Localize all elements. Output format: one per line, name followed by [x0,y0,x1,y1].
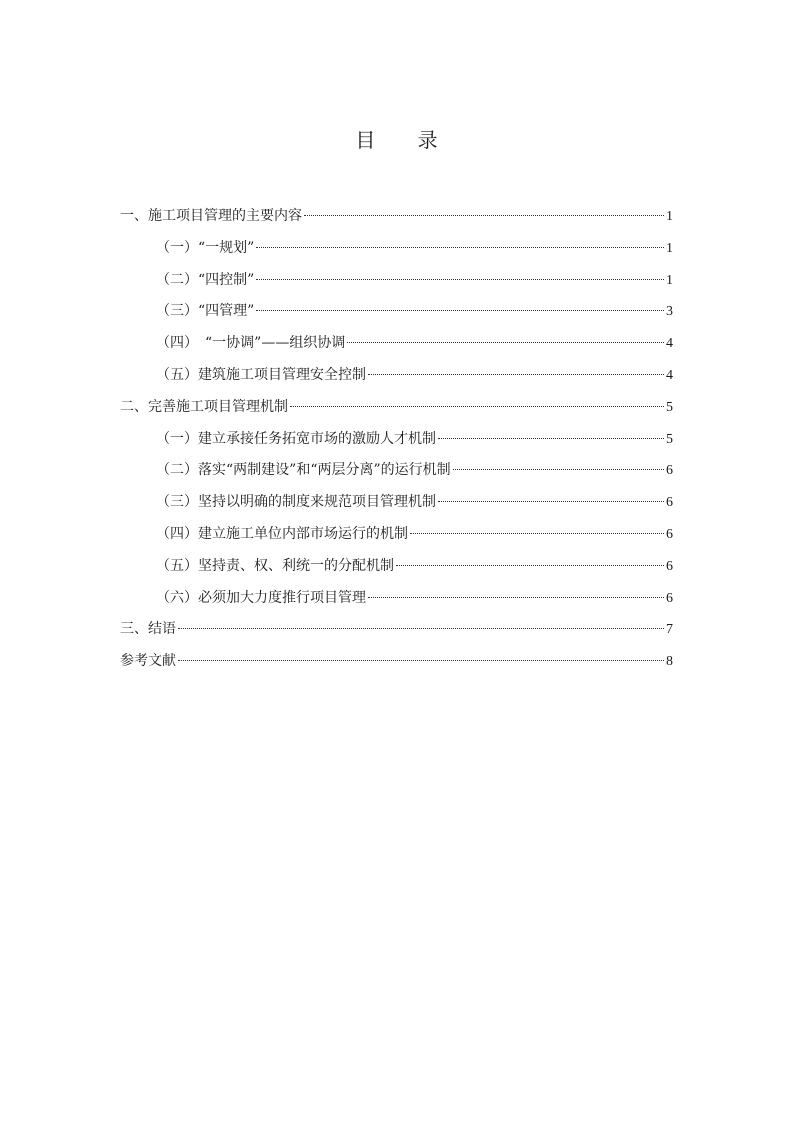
toc-entry[interactable] [120,361,673,393]
toc-dot-leader [438,438,664,439]
toc-dot-leader [410,533,664,534]
toc-entry[interactable] [120,584,673,616]
toc-page-number: 7 [666,622,673,638]
toc-page-number: 5 [666,399,673,415]
toc-dot-leader [256,247,664,248]
toc-entry[interactable] [120,234,673,266]
toc-dot-leader [304,215,664,216]
toc-page-number: 4 [666,336,673,352]
toc-entry[interactable] [120,425,673,457]
toc-entry-label: （一）“一规划” [156,239,255,256]
toc-dot-leader [178,660,664,661]
toc-dot-leader [290,406,664,407]
toc-dot-leader [368,597,664,598]
toc-entry[interactable] [120,488,673,520]
toc-entry[interactable] [120,393,673,425]
toc-entry[interactable] [120,202,673,234]
toc-page-number: 1 [666,240,673,256]
toc-entry[interactable] [120,329,673,361]
table-of-contents [120,202,673,679]
toc-entry-label: 参考文献 [120,653,176,670]
toc-page-number: 8 [666,654,673,670]
toc-page-number: 6 [666,526,673,542]
toc-entry[interactable] [120,647,673,679]
toc-entry-label: （二）“四控制” [156,271,255,288]
toc-page-number: 4 [666,367,673,383]
toc-page-number: 3 [666,304,673,320]
toc-page-number: 6 [666,590,673,606]
toc-entry[interactable] [120,456,673,488]
toc-title: 目 录 [355,128,456,152]
toc-entry[interactable] [120,552,673,584]
toc-entry-label: （四） “一协调”——组织协调 [156,335,346,352]
toc-entry-label: 三、结语 [120,621,176,638]
toc-dot-leader [256,279,664,280]
toc-page-number: 6 [666,495,673,511]
toc-dot-leader [396,565,664,566]
toc-entry[interactable] [120,520,673,552]
toc-page-number: 6 [666,463,673,479]
toc-page-number: 1 [666,272,673,288]
toc-entry-label: （五）坚持责、权、利统一的分配机制 [156,557,394,574]
toc-page-number: 5 [666,431,673,447]
toc-entry[interactable] [120,266,673,298]
toc-entry-label: （四）建立施工单位内部市场运行的机制 [156,525,408,542]
toc-dot-leader [453,469,664,470]
toc-entry-label: （六）必须加大力度推行项目管理 [156,589,366,606]
toc-page-number: 6 [666,558,673,574]
toc-dot-leader [438,501,664,502]
toc-page-number: 1 [666,209,673,224]
toc-entry[interactable] [120,615,673,647]
toc-entry-label: 二、完善施工项目管理机制 [120,398,288,415]
toc-dot-leader [178,628,664,629]
toc-entry-label: （二）落实“两制建设”和“两层分离”的运行机制 [156,462,451,479]
toc-entry[interactable] [120,297,673,329]
toc-entry-label: （一）建立承接任务拓宽市场的激励人才机制 [156,430,436,447]
toc-entry-label: （三）坚持以明确的制度来规范项目管理机制 [156,494,436,511]
toc-entry-label: 一、施工项目管理的主要内容 [120,208,302,224]
toc-entry-label: （五）建筑施工项目管理安全控制 [156,366,366,383]
toc-entry-label: （三）“四管理” [156,303,255,320]
toc-dot-leader [347,342,664,343]
toc-dot-leader [256,310,664,311]
toc-dot-leader [368,374,664,375]
